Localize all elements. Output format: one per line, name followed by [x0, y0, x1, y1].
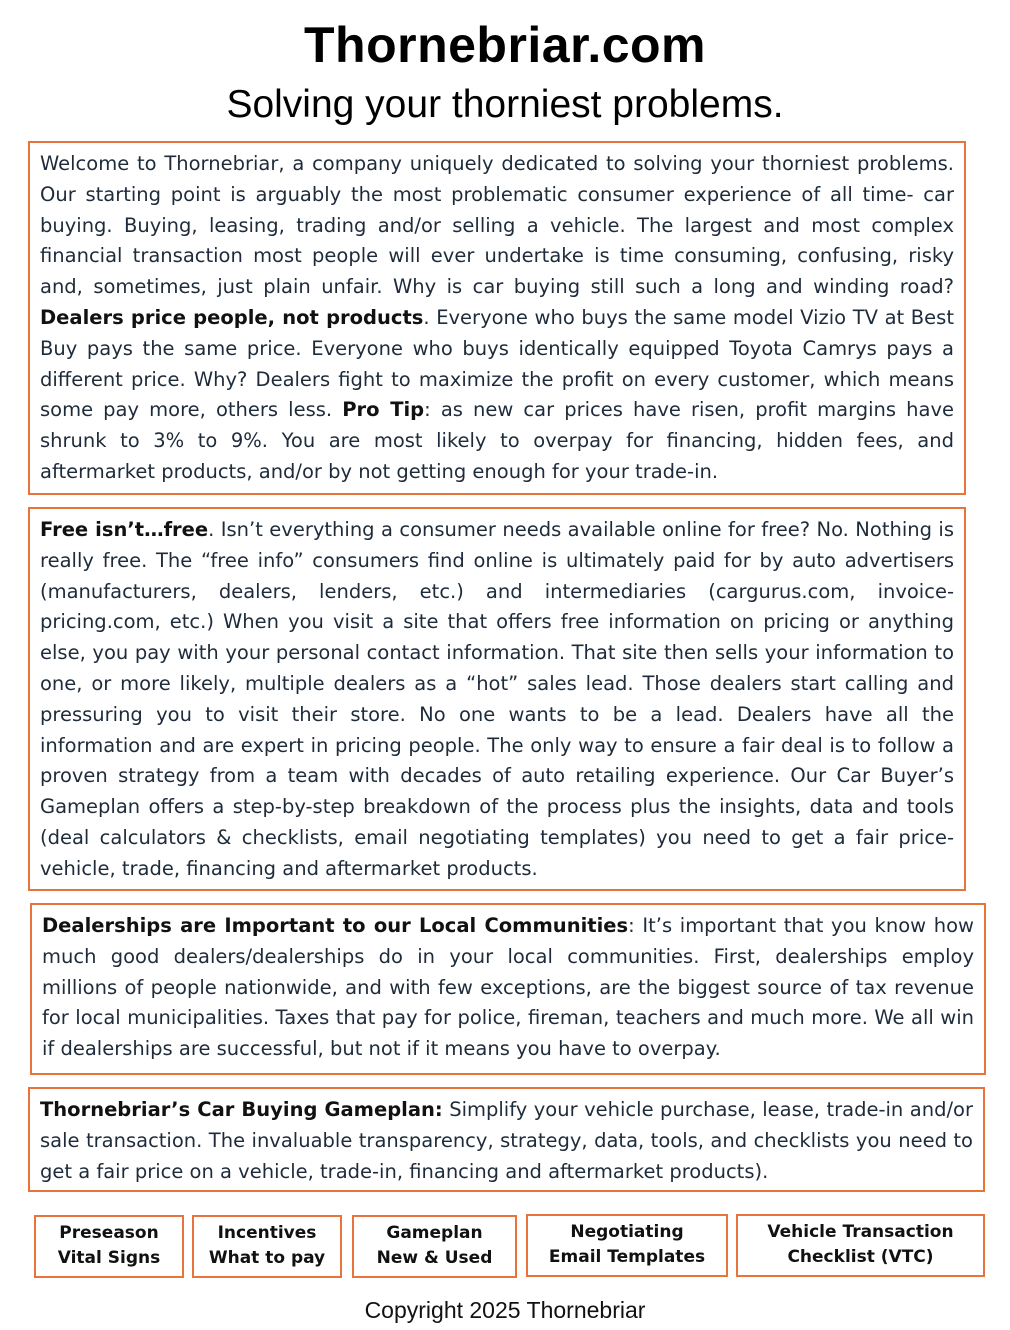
button-line2: What to pay	[208, 1248, 326, 1268]
negotiating-templates-button[interactable]	[526, 1214, 728, 1277]
body-text: : It’s important that you know how much good dealers/dealerships do in your local communities. First, dealerships employ millions of people nationwide, and with few exceptions, are the biggest source of tax revenue for local municipalities. Taxes that pay for police, fireman, teachers and much more. We all win if dealerships are successful, but not if it means you have to overpay.	[42, 914, 974, 1061]
button-line2: Checklist (VTC)	[787, 1247, 934, 1267]
button-line1: Preseason	[59, 1223, 159, 1243]
bold-text: Dealers price people, not products	[40, 305, 424, 329]
button-line1: Incentives	[217, 1223, 317, 1243]
page-title: Thornebriar.com	[303, 17, 707, 73]
gameplan-button[interactable]	[352, 1215, 517, 1278]
vehicle-transaction-checklist-button[interactable]	[736, 1214, 985, 1277]
button-line1: Vehicle Transaction	[767, 1222, 954, 1242]
button-line2: Email Templates	[548, 1247, 706, 1267]
welcome-section	[28, 141, 966, 495]
page-subtitle: Solving your thorniest problems.	[226, 83, 784, 126]
body-text: Welcome to Thornebriar, a company uniquely dedicated to solving your thorniest problems. Our starting point is arguably the most problematic consumer experience of all time- car buying. Buying, leasing, trading and/or selling a vehicle. The largest and most complex financial transaction most people will ever undertake is time consuming, confusing, risky and, sometimes, just plain unfair. Why is car buying still such a long and winding road?	[40, 152, 954, 299]
incentives-button[interactable]	[192, 1215, 342, 1278]
bold-text: Free isn’t…free	[40, 518, 209, 541]
bold-text: Pro Tip	[342, 398, 425, 422]
body-text: : as new car prices have risen, profit margins have shrunk to 3% to 9%. You are most likely to overpay for financing, hidden fees, and aftermarket products, and/or by not getting enough for your trade-in.	[40, 398, 955, 483]
dealerships-community-section	[30, 903, 986, 1075]
gameplan-section	[28, 1087, 985, 1192]
copyright-footer: Copyright 2025 Thornebriar	[364, 1297, 646, 1323]
free-isnt-free-section	[28, 507, 966, 891]
button-line1: Gameplan	[386, 1223, 483, 1243]
body-text: . Isn’t everything a consumer needs available online for free? No. Nothing is really free. The “free info” consumers find online is ultimately paid for by auto advertisers (manufacturers, dealers, lenders, etc.) and intermediaries (cargurus.com, invoice-pricing.com, etc.) When you visit a site that offers free information on pricing or anything else, you pay with your personal contact information. That site then sells your information to one, or more likely, multiple dealers as a “hot” sales lead. Those dealers start calling and pressuring you to visit their store. No one wants to be a lead. Dealers have all the information and are expert in pricing people. The only way to ensure a fair deal is to follow a proven strategy from a team with decades of auto retailing experience. Our Car Buyer’s Gameplan offers a step-by-step breakdown of the process plus the insights, data and tools (deal calculators & checklists, email negotiating templates) you need to get a fair price- vehicle, trade, financing and aftermarket products.	[40, 518, 954, 880]
button-line2: New & Used	[376, 1248, 493, 1268]
bold-text: Thornebriar’s Car Buying Gameplan:	[40, 1098, 443, 1121]
button-line2: Vital Signs	[57, 1248, 161, 1268]
bold-text: Dealerships are Important to our Local Communities	[42, 914, 629, 937]
button-line1: Negotiating	[570, 1222, 684, 1242]
body-text: Simplify your vehicle purchase, lease, trade-in and/or sale transaction. The invaluable transparency, strategy, data, tools, and checklists you need to get a fair price on a vehicle, trade-in, financing and aftermarket products).	[40, 1098, 973, 1183]
body-text: . Everyone who buys the same model Vizio TV at Best Buy pays the same price. Everyone who buys identically equipped Toyota Camrys pays a different price. Why? Dealers fight to maximize the profit on every customer, which means some pay more, others less.	[40, 305, 954, 422]
preseason-vital-signs-button[interactable]	[34, 1215, 184, 1278]
